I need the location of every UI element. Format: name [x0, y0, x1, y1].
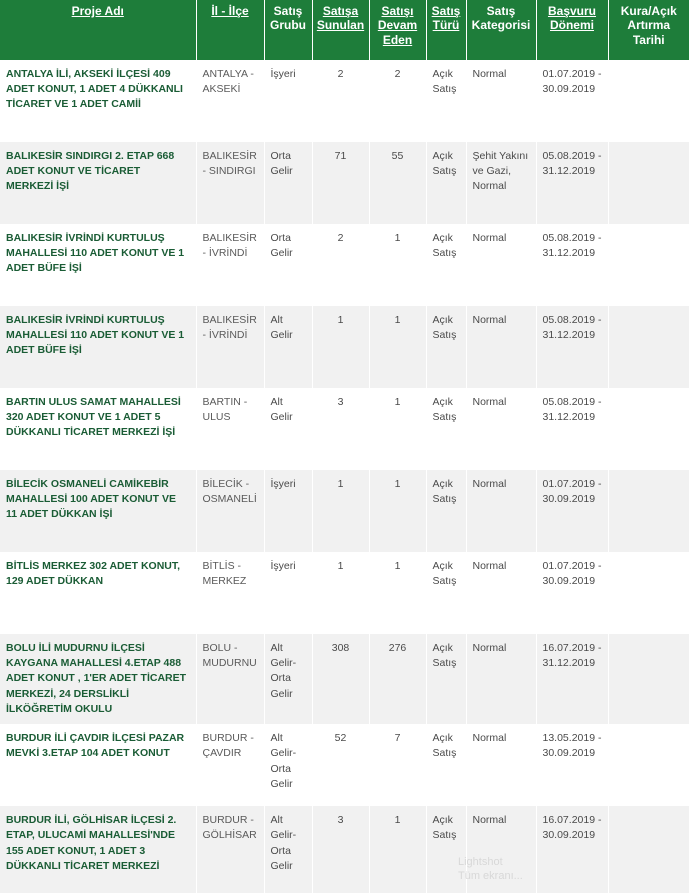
ongoing-count-cell: 1	[369, 552, 426, 634]
sales-group-cell: Alt Gelir-Orta Gelir	[264, 724, 312, 806]
header-basvuru-donemi[interactable]: Başvuru Dönemi	[536, 0, 608, 60]
project-name-cell[interactable]: BURDUR İLİ ÇAVDIR İLÇESİ PAZAR MEVKİ 3.ETAP 104 ADET KONUT	[0, 724, 196, 806]
table-row	[0, 634, 689, 724]
header-kura-tarihi: Kura/Açık Artırma Tarihi	[608, 0, 689, 60]
offered-count-cell: 1	[312, 306, 369, 388]
ongoing-count-cell: 55	[369, 142, 426, 224]
project-name-cell[interactable]: BURDUR İLİ, GÖLHİSAR İLÇESİ 2. ETAP, ULUCAMİ MAHALLESİ'NDE 155 ADET KONUT, 1 ADET 3 DÜKKANLI TİCARET MERKEZİ	[0, 806, 196, 893]
project-name-cell[interactable]: BİTLİS MERKEZ 302 ADET KONUT, 129 ADET DÜKKAN	[0, 552, 196, 634]
project-name-cell[interactable]: BALIKESİR İVRİNDİ KURTULUŞ MAHALLESİ 110 ADET KONUT VE 1 ADET BÜFE İŞİ	[0, 224, 196, 306]
offered-count-cell: 308	[312, 634, 369, 724]
lightshot-watermark	[458, 855, 523, 884]
offered-count-cell: 2	[312, 60, 369, 142]
sales-group-cell: Alt Gelir	[264, 388, 312, 470]
city-cell: BARTIN - ULUS	[196, 388, 264, 470]
ongoing-count-cell: 1	[369, 388, 426, 470]
application-period-cell: 05.08.2019 - 31.12.2019	[536, 388, 608, 470]
auction-date-cell	[608, 724, 689, 806]
table-header-row	[0, 0, 689, 60]
sales-group-cell: Alt Gelir-Orta Gelir	[264, 806, 312, 893]
sales-type-cell: Açık Satış	[426, 306, 466, 388]
sales-type-cell: Açık Satış	[426, 224, 466, 306]
auction-date-cell	[608, 806, 689, 893]
table-row	[0, 224, 689, 306]
sales-type-cell: Açık Satış	[426, 552, 466, 634]
offered-count-cell: 52	[312, 724, 369, 806]
sales-category-cell: Normal	[466, 552, 536, 634]
city-cell: BİLECİK - OSMANELİ	[196, 470, 264, 552]
city-cell: BALIKESİR - İVRİNDİ	[196, 224, 264, 306]
sales-group-cell: İşyeri	[264, 60, 312, 142]
ongoing-count-cell: 1	[369, 470, 426, 552]
offered-count-cell: 2	[312, 224, 369, 306]
ongoing-count-cell: 2	[369, 60, 426, 142]
sales-type-cell: Açık Satış	[426, 142, 466, 224]
project-name-cell[interactable]: BARTIN ULUS SAMAT MAHALLESİ 320 ADET KONUT VE 1 ADET 5 DÜKKANLI TİCARET MERKEZİ İŞİ	[0, 388, 196, 470]
sales-category-cell: Normal	[466, 224, 536, 306]
watermark-line: Tüm ekranı...	[458, 870, 523, 883]
auction-date-cell	[608, 142, 689, 224]
sales-category-cell: Normal	[466, 388, 536, 470]
application-period-cell: 01.07.2019 - 30.09.2019	[536, 60, 608, 142]
city-cell: BURDUR - ÇAVDIR	[196, 724, 264, 806]
sales-type-cell: Açık Satış	[426, 806, 466, 893]
table-row	[0, 60, 689, 142]
project-name-cell[interactable]: BALIKESİR SINDIRGI 2. ETAP 668 ADET KONUT VE TİCARET MERKEZİ İŞİ	[0, 142, 196, 224]
auction-date-cell	[608, 388, 689, 470]
sales-group-cell: Orta Gelir	[264, 142, 312, 224]
sales-group-cell: İşyeri	[264, 552, 312, 634]
offered-count-cell: 1	[312, 470, 369, 552]
sales-category-cell: Şehit Yakını ve Gazi, Normal	[466, 142, 536, 224]
header-satis-grubu: Satış Grubu	[264, 0, 312, 60]
auction-date-cell	[608, 552, 689, 634]
watermark-line: Lightshot	[458, 856, 503, 868]
table-row	[0, 806, 689, 893]
sales-type-cell: Açık Satış	[426, 388, 466, 470]
sales-category-cell: Normal	[466, 60, 536, 142]
header-satisi-devam-eden[interactable]: Satışı Devam Eden	[369, 0, 426, 60]
offered-count-cell: 1	[312, 552, 369, 634]
table-row	[0, 142, 689, 224]
table-row	[0, 724, 689, 806]
sales-category-cell: Normal	[466, 724, 536, 806]
application-period-cell: 05.08.2019 - 31.12.2019	[536, 306, 608, 388]
ongoing-count-cell: 276	[369, 634, 426, 724]
application-period-cell: 05.08.2019 - 31.12.2019	[536, 142, 608, 224]
sales-group-cell: Orta Gelir	[264, 224, 312, 306]
auction-date-cell	[608, 306, 689, 388]
project-name-cell[interactable]: ANTALYA İLİ, AKSEKİ İLÇESİ 409 ADET KONUT, 1 ADET 4 DÜKKANLI TİCARET VE 1 ADET CAMİİ	[0, 60, 196, 142]
sales-type-cell: Açık Satış	[426, 634, 466, 724]
ongoing-count-cell: 1	[369, 806, 426, 893]
sales-type-cell: Açık Satış	[426, 724, 466, 806]
city-cell: BALIKESİR - İVRİNDİ	[196, 306, 264, 388]
header-satis-turu[interactable]: Satış Türü	[426, 0, 466, 60]
offered-count-cell: 71	[312, 142, 369, 224]
application-period-cell: 05.08.2019 - 31.12.2019	[536, 224, 608, 306]
application-period-cell: 16.07.2019 - 30.09.2019	[536, 806, 608, 893]
table-row	[0, 470, 689, 552]
table-row	[0, 388, 689, 470]
header-proje-adi[interactable]: Proje Adı	[0, 0, 196, 60]
city-cell: BALIKESİR - SINDIRGI	[196, 142, 264, 224]
sales-group-cell: Alt Gelir-Orta Gelir	[264, 634, 312, 724]
sales-group-cell: Alt Gelir	[264, 306, 312, 388]
ongoing-count-cell: 1	[369, 224, 426, 306]
table-row	[0, 552, 689, 634]
application-period-cell: 01.07.2019 - 30.09.2019	[536, 470, 608, 552]
table-row	[0, 306, 689, 388]
sales-type-cell: Açık Satış	[426, 60, 466, 142]
project-name-cell[interactable]: BİLECİK OSMANELİ CAMİKEBİR MAHALLESİ 100 ADET KONUT VE 11 ADET DÜKKAN İŞİ	[0, 470, 196, 552]
offered-count-cell: 3	[312, 806, 369, 893]
auction-date-cell	[608, 634, 689, 724]
application-period-cell: 01.07.2019 - 30.09.2019	[536, 552, 608, 634]
offered-count-cell: 3	[312, 388, 369, 470]
auction-date-cell	[608, 470, 689, 552]
sales-category-cell: Normal	[466, 634, 536, 724]
auction-date-cell	[608, 224, 689, 306]
sales-category-cell: Normal	[466, 470, 536, 552]
auction-date-cell	[608, 60, 689, 142]
ongoing-count-cell: 1	[369, 306, 426, 388]
city-cell: BİTLİS - MERKEZ	[196, 552, 264, 634]
project-name-cell[interactable]: BALIKESİR İVRİNDİ KURTULUŞ MAHALLESİ 110 ADET KONUT VE 1 ADET BÜFE İŞİ	[0, 306, 196, 388]
application-period-cell: 16.07.2019 - 31.12.2019	[536, 634, 608, 724]
project-name-cell[interactable]: BOLU İLİ MUDURNU İLÇESİ KAYGANA MAHALLESİ 4.ETAP 488 ADET KONUT , 1'ER ADET TİCARET MERKEZİ, 24 DERSLİKLİ İLKÖĞRETİM OKULU	[0, 634, 196, 724]
city-cell: ANTALYA - AKSEKİ	[196, 60, 264, 142]
header-satis-kategorisi: Satış Kategorisi	[466, 0, 536, 60]
city-cell: BOLU - MUDURNU	[196, 634, 264, 724]
header-il-ilce[interactable]: İl - İlçe	[196, 0, 264, 60]
sales-type-cell: Açık Satış	[426, 470, 466, 552]
header-satisa-sunulan[interactable]: Satışa Sunulan	[312, 0, 369, 60]
city-cell: BURDUR - GÖLHİSAR	[196, 806, 264, 893]
application-period-cell: 13.05.2019 - 30.09.2019	[536, 724, 608, 806]
ongoing-count-cell: 7	[369, 724, 426, 806]
sales-category-cell: Normal	[466, 806, 536, 893]
sales-category-cell: Normal	[466, 306, 536, 388]
sales-group-cell: İşyeri	[264, 470, 312, 552]
